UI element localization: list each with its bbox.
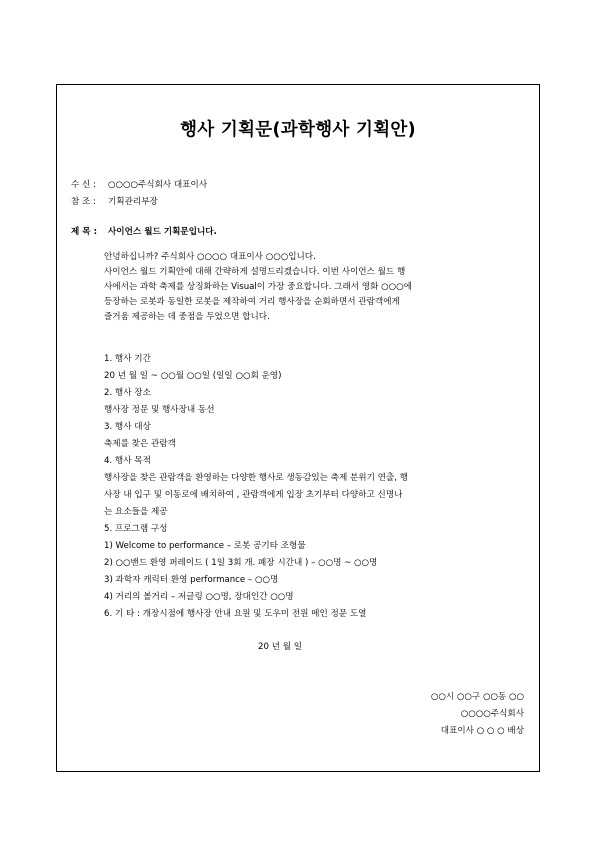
section-heading: 4. 행사 목적 (104, 456, 151, 466)
intro-line: 즐거움 제공하는 데 중점을 두었으면 합니다. (104, 312, 270, 322)
section-heading: 2. 행사 장소 (104, 388, 151, 398)
event-details (104, 351, 490, 623)
program-item: 2) ○○밴드 환영 퍼레이드 ( 1일 3회 개. 폐장 시간내 ) – ○○명 ~ ○○명 (104, 558, 378, 568)
section-heading: 3. 행사 대상 (104, 422, 151, 432)
sender-company: ○○○○주식회사 (460, 709, 524, 719)
program-item: 4) 거리의 볼거리 – 저글링 ○○명, 장대인간 ○○명 (104, 592, 294, 602)
program-item: 1) Welcome to performance – 로봇 공기타 조형물 (104, 541, 306, 551)
sender-address: ○○시 ○○구 ○○동 ○○ (430, 692, 524, 702)
intro-paragraph (104, 250, 490, 325)
section-heading: 6. 기 타 : 개장시점에 행사장 안내 요원 및 도우미 전원 메인 정문 도열 (104, 609, 367, 619)
recipient-label: 수 신 : (71, 180, 96, 190)
document-date: 20 년 월 일 (258, 642, 303, 652)
recipient-value: ○○○○주식회사 대표이사 (108, 180, 208, 190)
document-title: 행사 기획문(과학행사 기획안) (180, 120, 416, 140)
intro-line: 사에서는 과학 축제를 상징화하는 Visual이 가장 중요합니다. 그래서 영화 ○○○에 (104, 282, 412, 292)
section-body: 20 년 월 일 ~ ○○월 ○○일 (일일 ○○회 운영) (104, 371, 282, 381)
intro-line: 등장하는 로봇과 동일한 로봇을 제작하여 거리 행사장을 순회하면서 관람객에게 (104, 297, 400, 307)
section-body: 사장 내 입구 및 이동로에 배치하여 , 관람객에게 입장 초기부터 다양하고 신명나 (104, 490, 403, 500)
intro-line: 사이언스 월드 기획안에 대해 간략하게 설명드리겠습니다. 이번 사이언스 월드 행 (104, 267, 406, 277)
section-heading: 5. 프로그램 구성 (104, 524, 168, 534)
section-body: 축제를 찾은 관람객 (104, 439, 176, 449)
subject-label: 제 목 : (71, 227, 98, 237)
sender-ceo: 대표이사 ○ ○ ○ 배상 (440, 726, 524, 736)
reference-value: 기획관리부장 (108, 197, 158, 207)
section-body: 행사장을 찾은 관람객을 환영하는 다양한 행사로 생동감있는 축제 분위기 연출, 행 (104, 473, 409, 483)
section-body: 는 요소들을 제공 (104, 507, 168, 517)
section-body: 행사장 정문 및 행사장내 동선 (104, 405, 215, 415)
program-item: 3) 과학자 캐릭터 환영 performance – ○○명 (104, 575, 279, 585)
subject-value: 사이언스 월드 기획문입니다. (108, 227, 217, 237)
intro-line: 안녕하십니까? 주식회사 ○○○○ 대표이사 ○○○입니다. (104, 252, 316, 262)
reference-label: 참 조 : (71, 197, 96, 207)
section-heading: 1. 행사 기간 (104, 354, 151, 364)
